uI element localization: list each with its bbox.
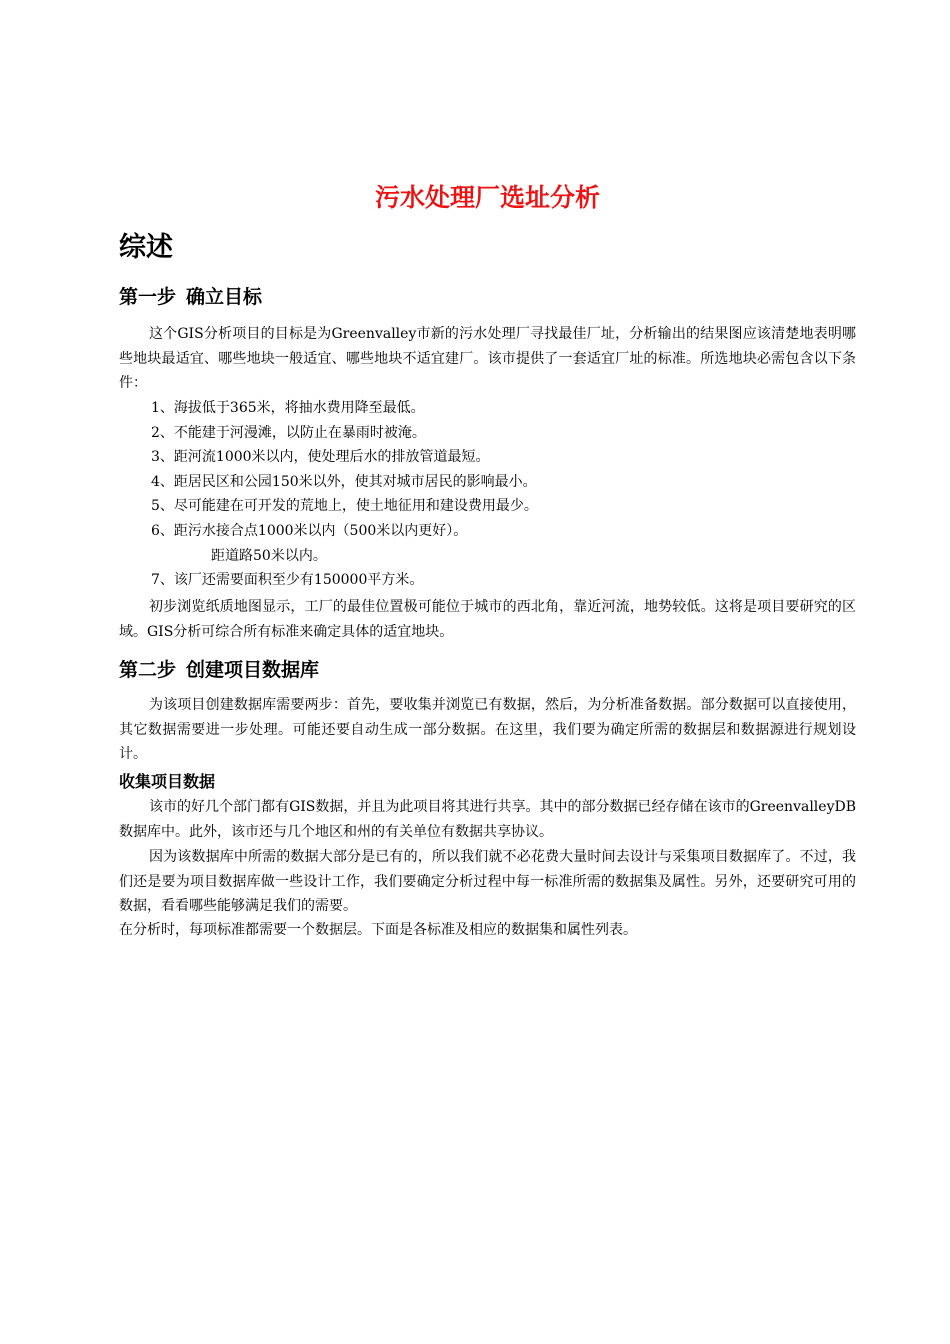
criteria-list — [119, 396, 856, 593]
step1-conclusion-paragraph: 初步浏览纸质地图显示，工厂的最佳位置极可能位于城市的西北角，靠近河流，地势较低。这将是项目要研究的区域。GIS分析可综合所有标准来确定具体的适宜地块。 — [119, 599, 856, 640]
collect-data-subheading: 收集项目数据 — [119, 772, 216, 791]
criteria-item: 4、距居民区和公园150米以外，使其对城市居民的影响最小。 — [151, 473, 537, 490]
step1-heading — [119, 283, 262, 311]
step2-title: 创建项目数据库 — [186, 659, 320, 681]
step2-intro-paragraph: 为该项目创建数据库需要两步：首先，要收集并浏览已有数据，然后，为分析准备数据。部分数据可以直接使用，其它数据需要进一步处理。可能还要自动生成一部分数据。在这里，我们要为确定所需的数据层和数据源进行规划设计。 — [119, 697, 856, 763]
document-title: 污水处理厂选址分析 — [374, 183, 600, 212]
step1-label: 第一步 — [119, 286, 177, 308]
criteria-item: 2、不能建于河漫滩，以防止在暴雨时被淹。 — [151, 424, 426, 441]
criteria-item: 6、距污水接合点1000米以内（500米以内更好）。 — [151, 522, 468, 539]
criteria-item: 5、尽可能建在可开发的荒地上，使土地征用和建设费用最少。 — [151, 498, 538, 515]
step1-title: 确立目标 — [186, 286, 263, 308]
criteria-item: 1、海拔低于365米，将抽水费用降至最低。 — [151, 400, 425, 416]
step2-label: 第二步 — [119, 659, 177, 681]
collect-data-paragraph-3: 在分析时，每项标准都需要一个数据层。下面是各标准及相应的数据集和属性列表。 — [119, 922, 637, 938]
criteria-item: 7、该厂还需要面积至少有150000平方米。 — [151, 572, 424, 589]
step2-heading — [119, 656, 319, 684]
collect-data-paragraph-2: 因为该数据库中所需的数据大部分是已有的，所以我们就不必花费大量时间去设计与采集项目数据库了。不过，我们还是要为项目数据库做一些设计工作，我们要确定分析过程中每一标准所需的数据集及属性。另外，还要研究可用的数据，看看哪些能够满足我们的需要。 — [119, 849, 856, 915]
step1-intro-paragraph: 这个GIS分析项目的目标是为Greenvalley市新的污水处理厂寻找最佳厂址，分析输出的结果图应该清楚地表明哪些地块最适宜、哪些地块一般适宜、哪些地块不适宜建厂。该市提供了一套适宜厂址的标准。所选地块必需包含以下条件： — [119, 326, 856, 392]
criteria-item: 3、距河流1000米以内，使处理后水的排放管道最短。 — [151, 449, 490, 466]
collect-data-paragraph-1: 该市的好几个部门都有GIS数据，并且为此项目将其进行共享。其中的部分数据已经存储在该市的GreenvalleyDB数据库中。此外，该市还与几个地区和州的有关单位有数据共享协议。 — [119, 799, 856, 840]
criteria-subitem: 距道路50米以内。 — [211, 547, 327, 564]
overview-heading: 综述 — [119, 232, 173, 263]
